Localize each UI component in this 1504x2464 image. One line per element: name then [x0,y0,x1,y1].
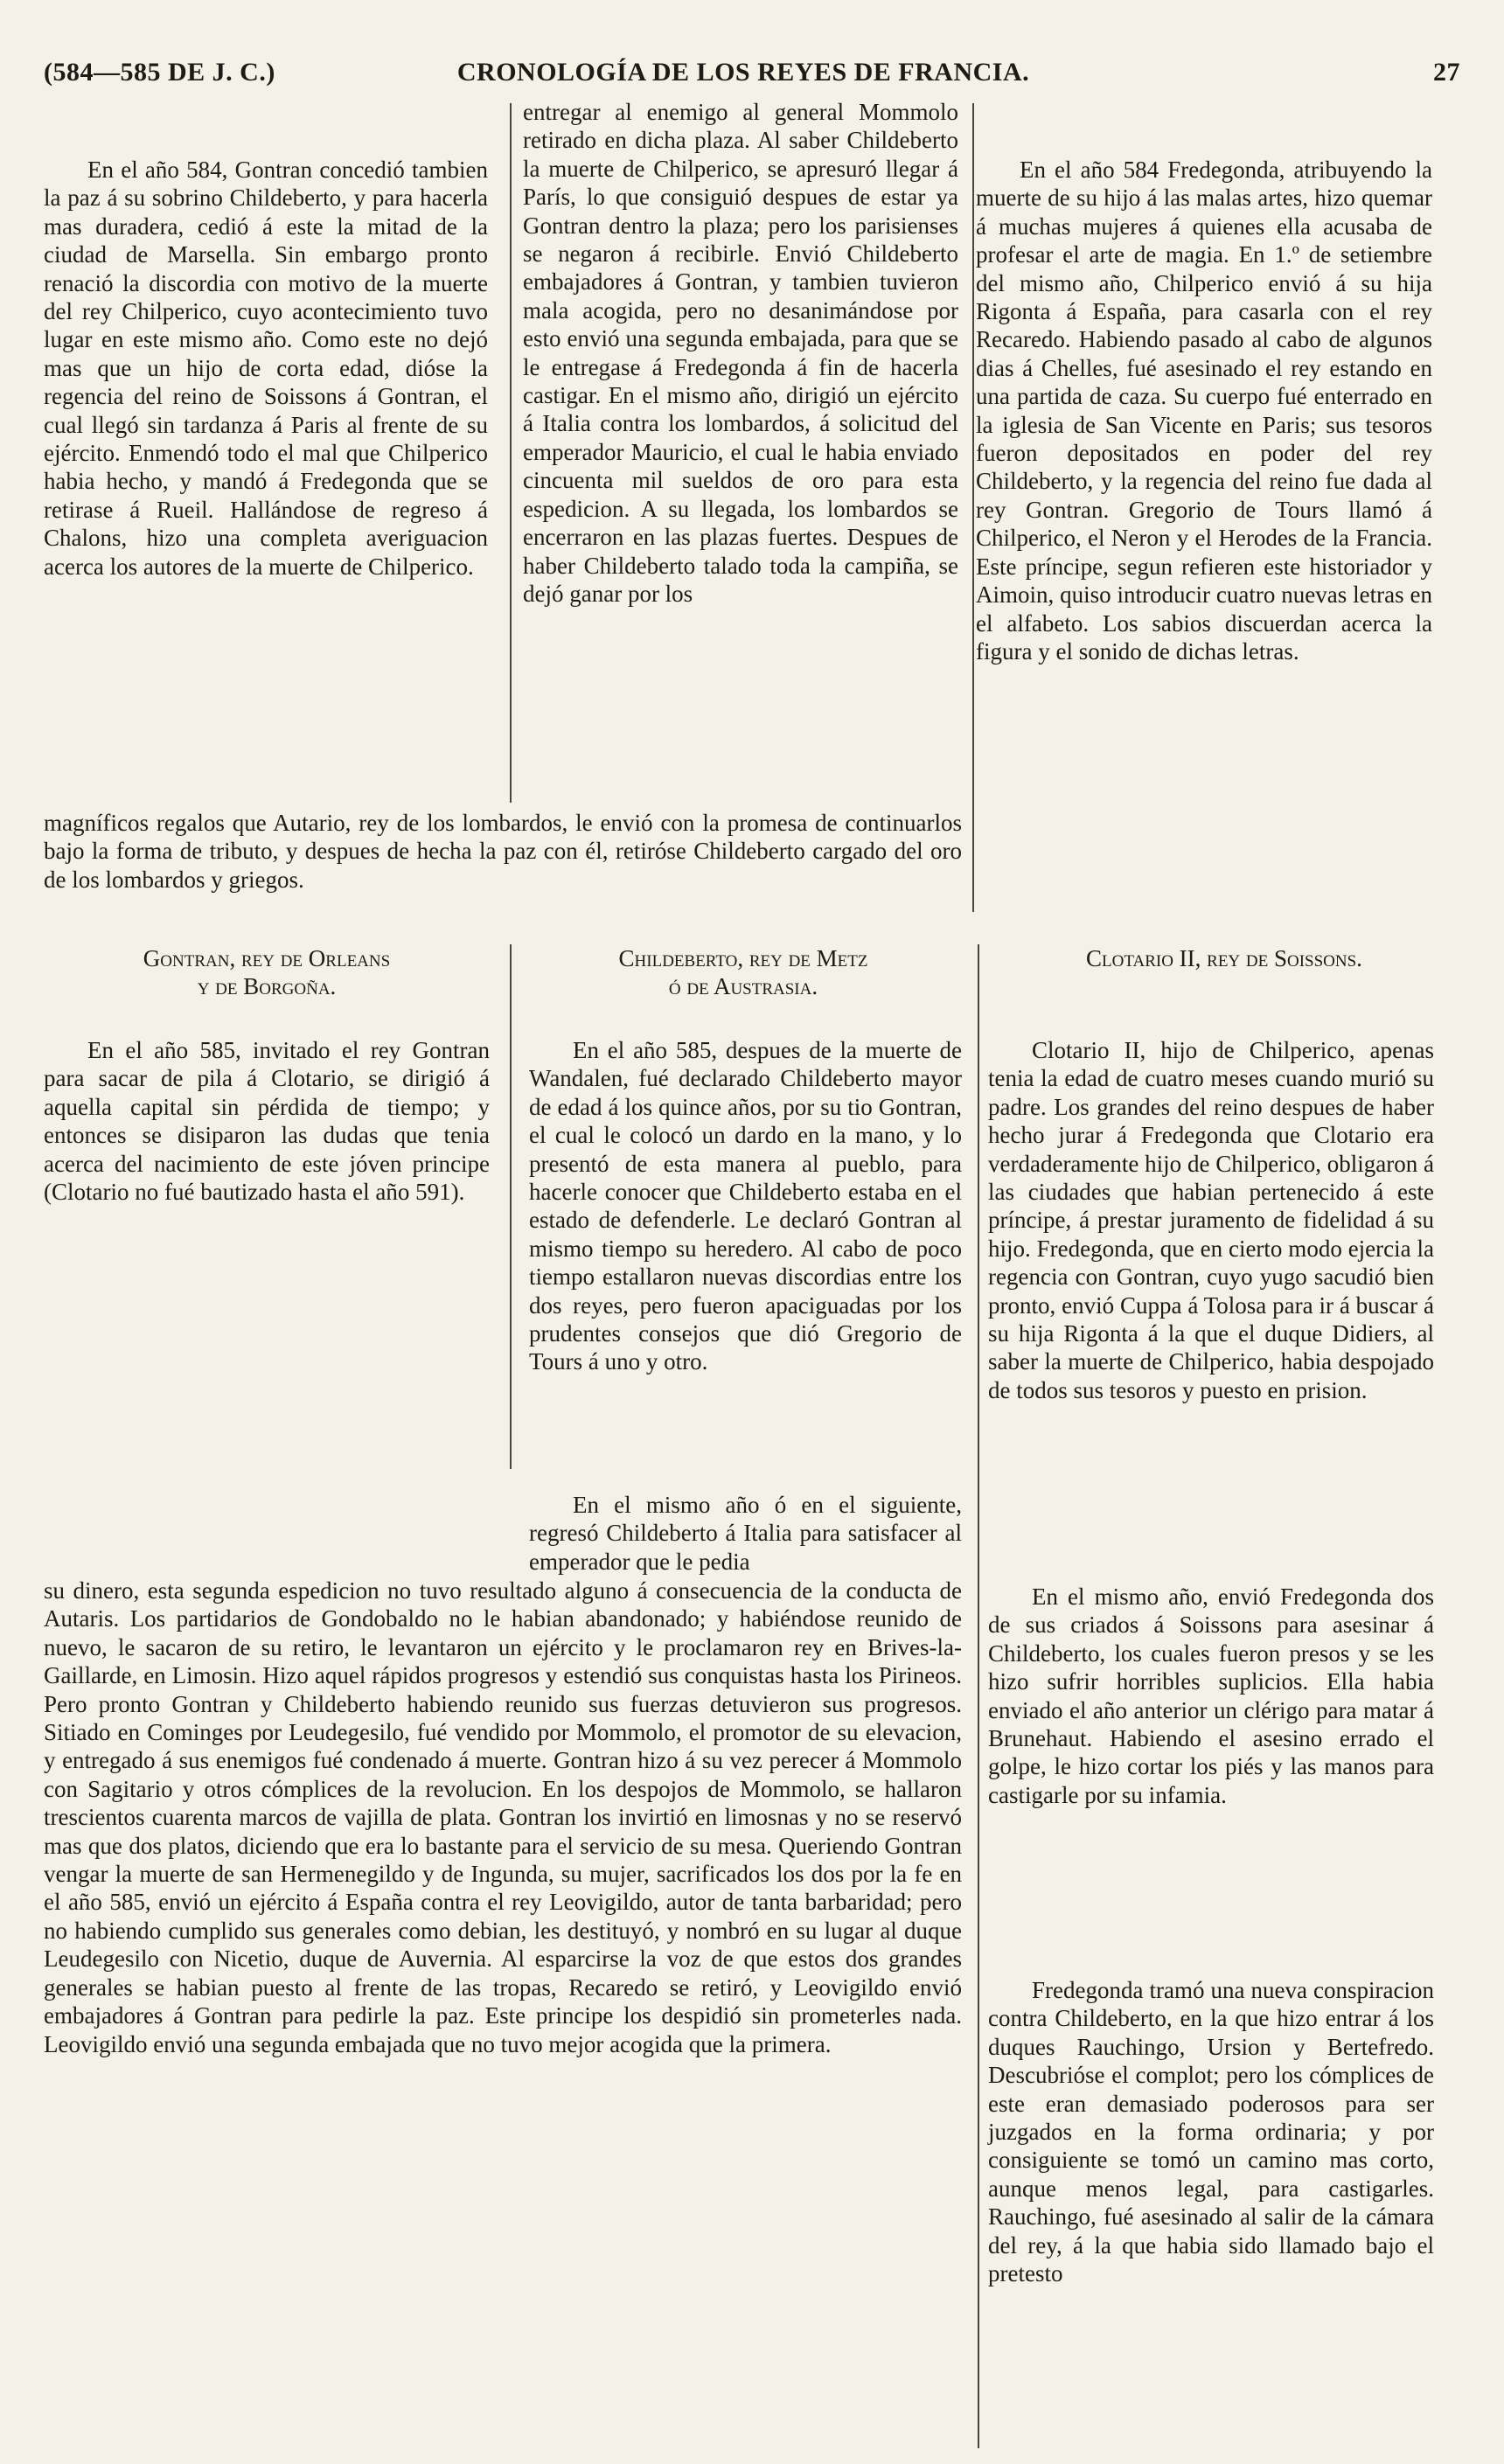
section-title-childeberto [551,944,936,1000]
section-title-clotario [1006,944,1443,972]
section-title-line: Gontran, rey de Orleans [143,945,391,971]
paragraph-conspiracy: Fredegonda tramó una nueva conspiracion contra Childeberto, en la que hizo entrar á los duques Rauchingo, Ursion y Bertefredo. Descubrióse el complot; pero los cómplices de este eran demasiado poderosos para ser juzgados en la forma ordinaria; y por consiguiente se tomó un camino mas corto, aunque menos legal, para castigarles. Rauchingo, fué asesinado al salir de la cámara del rey, á la que habia sido llamado bajo el pretesto [988,1977,1434,2287]
header-left: (584—585 DE J. C.) [44,58,275,87]
header-title: CRONOLOGÍA DE LOS REYES DE FRANCIA. [456,58,1030,87]
paragraph-childeberto-584: entregar al enemigo al general Mommolo retirado en dicha plaza. Al saber Childeberto la muerte de Chilperico, se apresuró llegar á París, lo que consiguió despues de estar ya Gontran dentro la plaza; pero los parisienses se negaron á recibirle. Envió Childeberto embajadores á Gontran, y tambien tuvieron mala acogida, pero no desanimándose por esto envió una segunda embajada, para que se le entregase á Fredegonda á fin de hacerla castigar. En el mismo año, dirigió un ejército á Italia contra los lombardos, á solicitud del emperador Mauricio, el cual le habia enviado cincuenta mil sueldos de oro para esta espedicion. A su llegada, los lombardos se encerraron en las plazas fuertes. Despues de haber Childeberto talado toda la campiña, se dejó ganar por los [523,99,958,607]
page-number: 27 [1433,58,1460,87]
paragraph-fredegonda-assassins: En el mismo año, envió Fredegonda dos de sus criados á Soissons para asesinar á Childeberto, los cuales fueron presos y se les hizo sufrir horribles suplicios. Ella habia enviado el año anterior un clérigo para matar á Brunehaut. Habiendo el asesino errado el golpe, le hizo cortar los piés y las manos para castigarle por su infamia. [988,1584,1434,1808]
column-rule [972,103,974,912]
column-rule [510,103,512,803]
paragraph-gondobaldo: su dinero, esta segunda espedicion no tuvo resultado alguno á consecuencia de la conducta de Autaris. Los partidarios de Gondobaldo no le habian abandonado; y habiéndose reunido de nuevo, le sacaron de su retiro, le levantaron un ejército y le proclamaron rey en Brives-la-Gaillarde, en Limosin. Hizo aquel rápidos progresos y estendió sus conquistas hasta los Pirineos. Pero pronto Gontran y Childeberto habiendo reunido sus fuerzas detuvieron sus progresos. Sitiado en Cominges por Leudegesilo, fué vendido por Mommolo, el promotor de su elevacion, y entregado á sus enemigos fué condenado á muerte. Gontran hizo á su vez perecer á Mommolo con Sagitario y otros cómplices de la revolucion. En los despojos de Mommolo, se hallaron trescientos cuarenta marcos de vajilla de plata. Gontran los invirtió en limosnas y no se reservó mas que dos platos, diciendo que era lo bastante para el servicio de su mesa. Queriendo Gontran vengar la muerte de san Hermenegildo y de Ingunda, su mujer, sacrificados los dos por la fe en el año 585, envió un ejército á España contra el rey Leovigildo, autor de tanta barbaridad; pero no habiendo cumplido sus generales como debian, les destituyó, y nombró en su lugar al duque Leudegesilo con Nicetio, duque de Auvernia. Al esparcirse la voz de que estos dos grandes generales se habian puesto al frente de las tropas, Recaredo se retiró, y Leovigildo envió embajadores á Gontran para pedirle la paz. Este principe los despidió sin prometerles nada. Leovigildo envió una segunda embajada que no tuvo mejor acogida que la primera. [44,1577,962,2057]
paragraph-fredegonda-584: En el año 584 Fredegonda, atribuyendo la muerte de su hijo á las malas artes, hizo quemar á muchas mujeres á quienes ella acusaba de profesar el arte de magia. En 1.º de setiembre del mismo año, Chilperico envió á su hija Rigonta á España, para casarla con el rey Recaredo. Habiendo pasado al cabo de algunos dias á Chelles, fué asesinado el rey estando en una partida de caza. Su cuerpo fué enterrado en la iglesia de San Vicente en Paris; sus tesoros fueron depositados en poder del rey Childeberto, y la regencia del reino fue dada al rey Gontran. Gregorio de Tours llamó á Chilperico, el Neron y el Herodes de la Francia. Este príncipe, segun refieren este historiador y Aimoin, quiso introducir cuatro nuevas letras en el alfabeto. Los sabios discuerdan acerca la figura y el sonido de dichas letras. [976,157,1432,665]
column-rule [510,944,512,1469]
section-title-line: Clotario II, rey de Soissons. [1086,945,1362,971]
section-title-line: Childeberto, rey de Metz [618,945,868,971]
paragraph-gontran-584: En el año 584, Gontran concedió tambien la paz á su sobrino Childeberto, y para hacerla mas duradera, cedió á este la mitad de la ciudad de Marsella. Sin embargo pronto renació la discordia con motivo de la muerte del rey Chilperico, cuyo acontecimiento tuvo lugar en este mismo año. Como este no dejó mas que un hijo de corta edad, dióse la regencia del reino de Soissons á Gontran, el cual llegó sin tardanza á Paris al frente de su ejército. Enmendó todo el mal que Chilperico habia hecho, y mandó á Fredegonda que se retirase á Rueil. Hallándose de regreso á Chalons, hizo una completa averiguacion acerca los autores de la muerte de Chilperico. [44,157,488,580]
paragraph-gontran-585: En el año 585, invitado el rey Gontran para sacar de pila á Clotario, se dirigió á aquella capital sin pérdida de tiempo; y entonces se disiparon las dudas que tenia acerca del nacimiento de este jóven principe (Clotario no fué bautizado hasta el año 591). [44,1037,490,1206]
section-title-line: y de Borgoña. [197,973,337,999]
paragraph-childeberto-585: En el año 585, despues de la muerte de Wandalen, fué declarado Childeberto mayor de edad á los quince años, por su tio Gontran, el cual le colocó un dardo en la mano, y lo presentó de esta manera al pueblo, para hacerle conocer que Childeberto estaba en el estado de defenderle. Le declaró Gontran al mismo tiempo su heredero. Al cabo de poco tiempo estallaron nuevas discordias entre los dos reyes, pero fueron apaciguadas por los prudentes consejos que dió Gregorio de Tours á uno y otro. [529,1037,962,1375]
paragraph-childeberto-584-continued: magníficos regalos que Autario, rey de los lombardos, le envió con la promesa de continuarlos bajo la forma de tributo, y despues de hecha la paz con él, retiróse Childeberto cargado del oro de los lombardos y griegos. [44,810,962,893]
column-rule [978,944,979,2448]
paragraph-clotario-ii: Clotario II, hijo de Chilperico, apenas tenia la edad de cuatro meses cuando murió su padre. Los grandes del reino despues de haber hecho jurar á Fredegonda que Clotario era verdaderamente hijo de Chilperico, obligaron á las ciudades que habian pertenecido á este príncipe, á prestar juramento de fidelidad á su hijo. Fredegonda, que en cierto modo ejercia la regencia con Gontran, cuyo yugo sacudió bien pronto, envió Cuppa á Tolosa para ir á buscar á su hija Rigonta á la que el duque Didiers, al saber la muerte de Chilperico, habia despojado de todos sus tesoros y puesto en prision. [988,1037,1434,1403]
section-title-gontran [79,944,455,1000]
paragraph-childeberto-italy: En el mismo año ó en el siguiente, regresó Childeberto á Italia para satisfacer al emperador que le pedia [529,1492,962,1575]
section-title-line: ó de Austrasia. [668,973,818,999]
